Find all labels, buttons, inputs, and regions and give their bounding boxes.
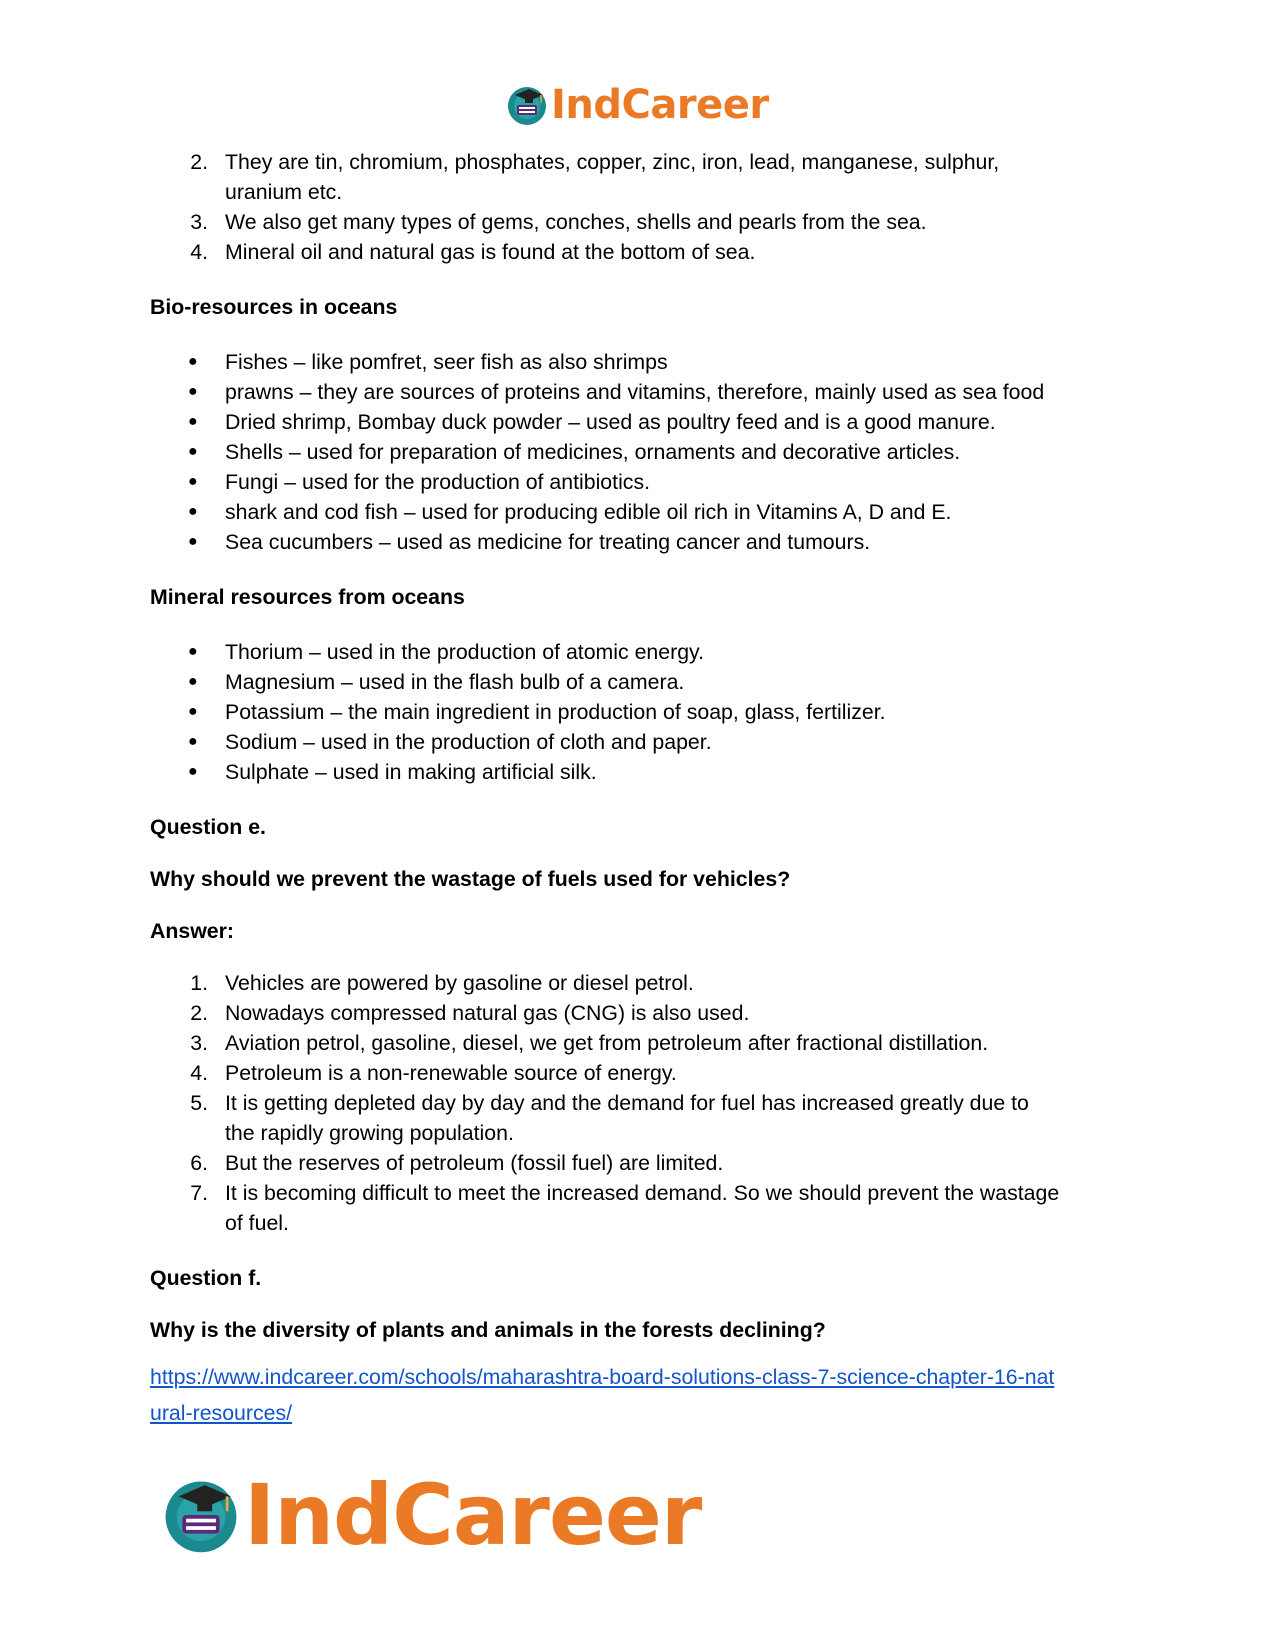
logo-text: IndCareer [244,1466,702,1564]
list-item: ● Sea cucumbers – used as medicine for treating cancer and tumours. [150,527,1130,557]
bullet-icon: ● [188,473,198,490]
list-item: ● prawns – they are sources of proteins and vitamins, therefore, mainly used as sea food [150,377,1130,407]
list-item: 3. We also get many types of gems, conches, shells and pearls from the sea. [190,210,927,234]
bullet-icon: ● [188,733,198,750]
list-item: ● Sulphate – used in making artificial silk. [150,757,1130,787]
bullet-icon: ● [188,763,198,780]
bullet-icon: ● [188,413,198,430]
bullet-icon: ● [188,533,198,550]
list-item: 4. Mineral oil and natural gas is found at the bottom of sea. [190,240,756,264]
list-item: 1. Vehicles are powered by gasoline or diesel petrol. [190,971,694,995]
list-item: 3. Aviation petrol, gasoline, diesel, we get from petroleum after fractional distillation. [190,1031,989,1055]
indcareer-emblem-icon [160,1474,242,1556]
question-e-label: Question e. [150,815,266,839]
list-item: 2. Nowadays compressed natural gas (CNG) is also used. [190,1001,750,1025]
mineral-resources-list [150,637,1130,787]
indcareer-emblem-icon [505,83,549,127]
bullet-icon: ● [188,443,198,460]
source-link[interactable] [150,1365,1054,1425]
list-item: ● Magnesium – used in the flash bulb of a camera. [150,667,1130,697]
mineral-resources-heading: Mineral resources from oceans [150,585,465,609]
list-item: ● Thorium – used in the production of atomic energy. [150,637,1130,667]
bullet-icon: ● [188,383,198,400]
bio-resources-list [150,347,1130,557]
list-item: ● Potassium – the main ingredient in production of soap, glass, fertilizer. [150,697,1130,727]
list-item: ● Fungi – used for the production of antibiotics. [150,467,1130,497]
list-item: ● Fishes – like pomfret, seer fish as also shrimps [150,347,1130,377]
header-logo [505,80,769,130]
list-item: 7. It is becoming difficult to meet the increased demand. So we should prevent the wastage of fuel. [190,1181,1060,1235]
list-item: ● Sodium – used in the production of cloth and paper. [150,727,1130,757]
source-link-line2[interactable]: ural-resources/ [150,1401,293,1425]
list-item: 5. It is getting depleted day by day and the demand for fuel has increased greatly due to the rapidly growing population. [190,1091,1029,1145]
bullet-icon: ● [188,353,198,370]
list-item: ● shark and cod fish – used for producing edible oil rich in Vitamins A, D and E. [150,497,1130,527]
list-item: 2. They are tin, chromium, phosphates, copper, zinc, iron, lead, manganese, sulphur, uranium etc. [190,150,1000,204]
list-item: 4. Petroleum is a non-renewable source of energy. [190,1061,677,1085]
bullet-icon: ● [188,673,198,690]
bio-resources-heading: Bio-resources in oceans [150,295,398,319]
document-body [150,147,1130,1431]
question-f-label: Question f. [150,1266,262,1290]
bullet-icon: ● [188,703,198,720]
list-item: ● Dried shrimp, Bombay duck powder – used as poultry feed and is a good manure. [150,407,1130,437]
source-link-line1[interactable]: https://www.indcareer.com/schools/maharashtra-board-solutions-class-7-science-chapter-16-nat [150,1365,1055,1389]
bullet-icon: ● [188,643,198,660]
minerals-list [150,147,1130,267]
answer-label: Answer: [150,919,235,943]
question-f-text: Why is the diversity of plants and animals in the forests declining? [150,1318,826,1342]
logo-text: IndCareer [551,82,769,128]
question-e-text: Why should we prevent the wastage of fuels used for vehicles? [150,867,791,891]
list-item: ● Shells – used for preparation of medicines, ornaments and decorative articles. [150,437,1130,467]
footer-logo [160,1466,702,1564]
bullet-icon: ● [188,503,198,520]
answer-list [150,968,1130,1238]
list-item: 6. But the reserves of petroleum (fossil fuel) are limited. [190,1151,724,1175]
